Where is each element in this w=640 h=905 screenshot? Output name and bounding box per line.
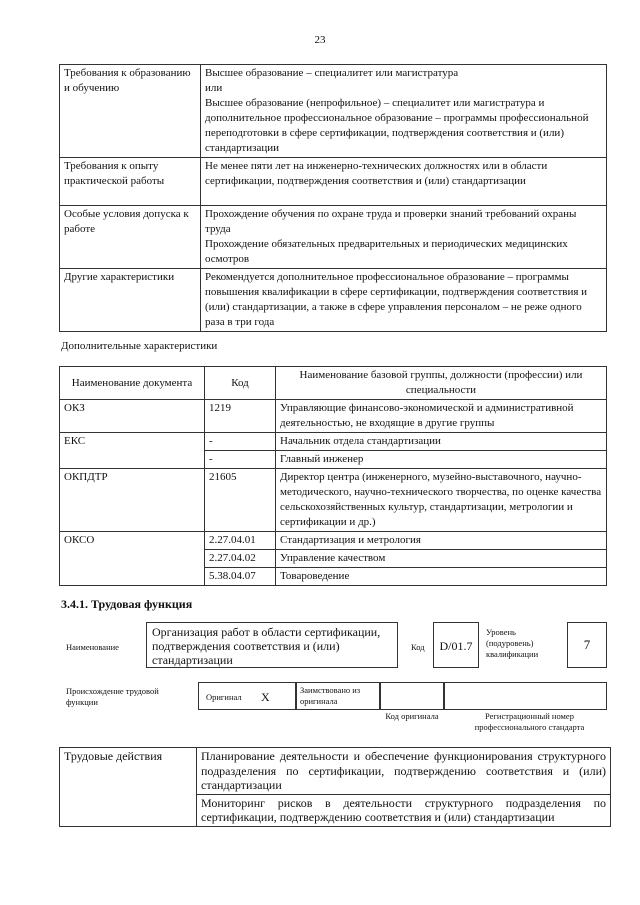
function-title: 3.4.1. Трудовая функция <box>61 597 193 611</box>
borrowed-box <box>296 682 380 710</box>
table-row <box>60 65 607 158</box>
actions-label: Трудовые действия <box>60 748 197 827</box>
cell-doc: ОКПДТР <box>60 469 205 532</box>
req-line: Высшее образование – специалитет или магистратура <box>205 67 459 79</box>
original-box <box>198 682 296 710</box>
cell-name: Директор центра (инженерного, музейно-выставочного, научно-методического, научно-технического творчества, по оценке качества сельскохозяйственных культур, стандартизации, метрологии и сертификации и др.) <box>276 469 607 532</box>
requirements-table <box>59 64 607 332</box>
req-label: Другие характеристики <box>60 269 201 332</box>
section-title: Дополнительные характеристики <box>61 340 218 352</box>
page-number: 23 <box>314 34 326 46</box>
cell-code: - <box>205 433 276 451</box>
cell-code: 1219 <box>205 400 276 433</box>
table-row <box>60 532 607 550</box>
header-code: Код <box>205 367 276 400</box>
table-row <box>60 206 607 269</box>
code-original-box <box>380 682 444 710</box>
original-label: Оригинал <box>206 692 242 702</box>
table-row <box>60 158 607 206</box>
origin-label: Происхождение трудовой функции <box>66 686 159 707</box>
reg-number-box <box>444 682 607 710</box>
action-item: Планирование деятельности и обеспечение функционирования структурного подразделения по сертификации, подтверждению соответствия и (или) стандартизации <box>197 748 611 795</box>
req-value <box>201 65 607 158</box>
function-name: Организация работ в области сертификации, подтверждения соответствия и (или) стандартизации <box>146 622 398 668</box>
req-label: Требования к образованию и обучению <box>60 65 201 158</box>
cell-name: Товароведение <box>276 568 607 586</box>
reg-number-label: Регистрационный номер профессионального стандарта <box>474 711 585 732</box>
req-value <box>201 269 607 332</box>
actions-table <box>59 747 611 827</box>
req-value <box>201 158 607 206</box>
req-line: Прохождение обязательных предварительных и периодических медицинских осмотров <box>205 238 568 265</box>
table-row <box>60 748 611 795</box>
table-row <box>60 469 607 532</box>
cell-doc: ЕКС <box>60 433 205 469</box>
action-item: Мониторинг рисков в деятельности структурного подразделения по сертификации, подтверждению соответствия и (или) стандартизации <box>197 794 611 826</box>
header-name: Наименование базовой группы, должности (профессии) или специальности <box>276 367 607 400</box>
cell-name: Управляющие финансово-экономической и административной деятельностью, не входящие в другие группы <box>276 400 607 433</box>
req-value <box>201 206 607 269</box>
req-line: Высшее образование (непрофильное) – специалитет или магистратура и дополнительное профессиональное образование – программы профессиональной переподготовки в сфере сертификации, подтверждения соответствия и (или) стандартизации <box>205 97 589 154</box>
code-original-label: Код оригинала <box>385 711 439 721</box>
req-line: Рекомендуется дополнительное профессиональное образование – программы повышения квалификации в сфере сертификации, подтверждения соответствия и (или) стандартизации, а также в сфере управления персоналом – не реже одного раза в три года <box>205 271 588 328</box>
level-value: 7 <box>567 622 607 668</box>
original-mark: X <box>261 690 270 704</box>
table-header-row <box>60 367 607 400</box>
req-line: Прохождение обучения по охране труда и проверки знаний требований охраны труда <box>205 208 577 235</box>
cell-code: 5.38.04.07 <box>205 568 276 586</box>
cell-name: Стандартизация и метрология <box>276 532 607 550</box>
borrowed-label: Заимствовано из оригинала <box>300 685 361 706</box>
cell-name: Управление качеством <box>276 550 607 568</box>
req-line: или <box>205 82 223 94</box>
req-label: Требования к опыту практической работы <box>60 158 201 206</box>
cell-code: 2.27.04.02 <box>205 550 276 568</box>
req-label: Особые условия допуска к работе <box>60 206 201 269</box>
additional-table <box>59 366 607 586</box>
level-label: Уровень (подуровень) квалификации <box>486 627 539 659</box>
req-line: Не менее пяти лет на инженерно-технических должностях или в области сертификации, подтверждения соответствия и (или) стандартизации <box>205 160 548 187</box>
cell-doc: ОКСО <box>60 532 205 586</box>
cell-doc: ОКЗ <box>60 400 205 433</box>
table-row <box>60 400 607 433</box>
cell-code: 2.27.04.01 <box>205 532 276 550</box>
code-label: Код <box>411 642 425 652</box>
function-code: D/01.7 <box>433 622 479 668</box>
cell-name: Главный инженер <box>276 451 607 469</box>
cell-name: Начальник отдела стандартизации <box>276 433 607 451</box>
table-row <box>60 433 607 451</box>
header-doc: Наименование документа <box>60 367 205 400</box>
table-row <box>60 269 607 332</box>
cell-code: - <box>205 451 276 469</box>
cell-code: 21605 <box>205 469 276 532</box>
name-label: Наименование <box>66 642 119 652</box>
